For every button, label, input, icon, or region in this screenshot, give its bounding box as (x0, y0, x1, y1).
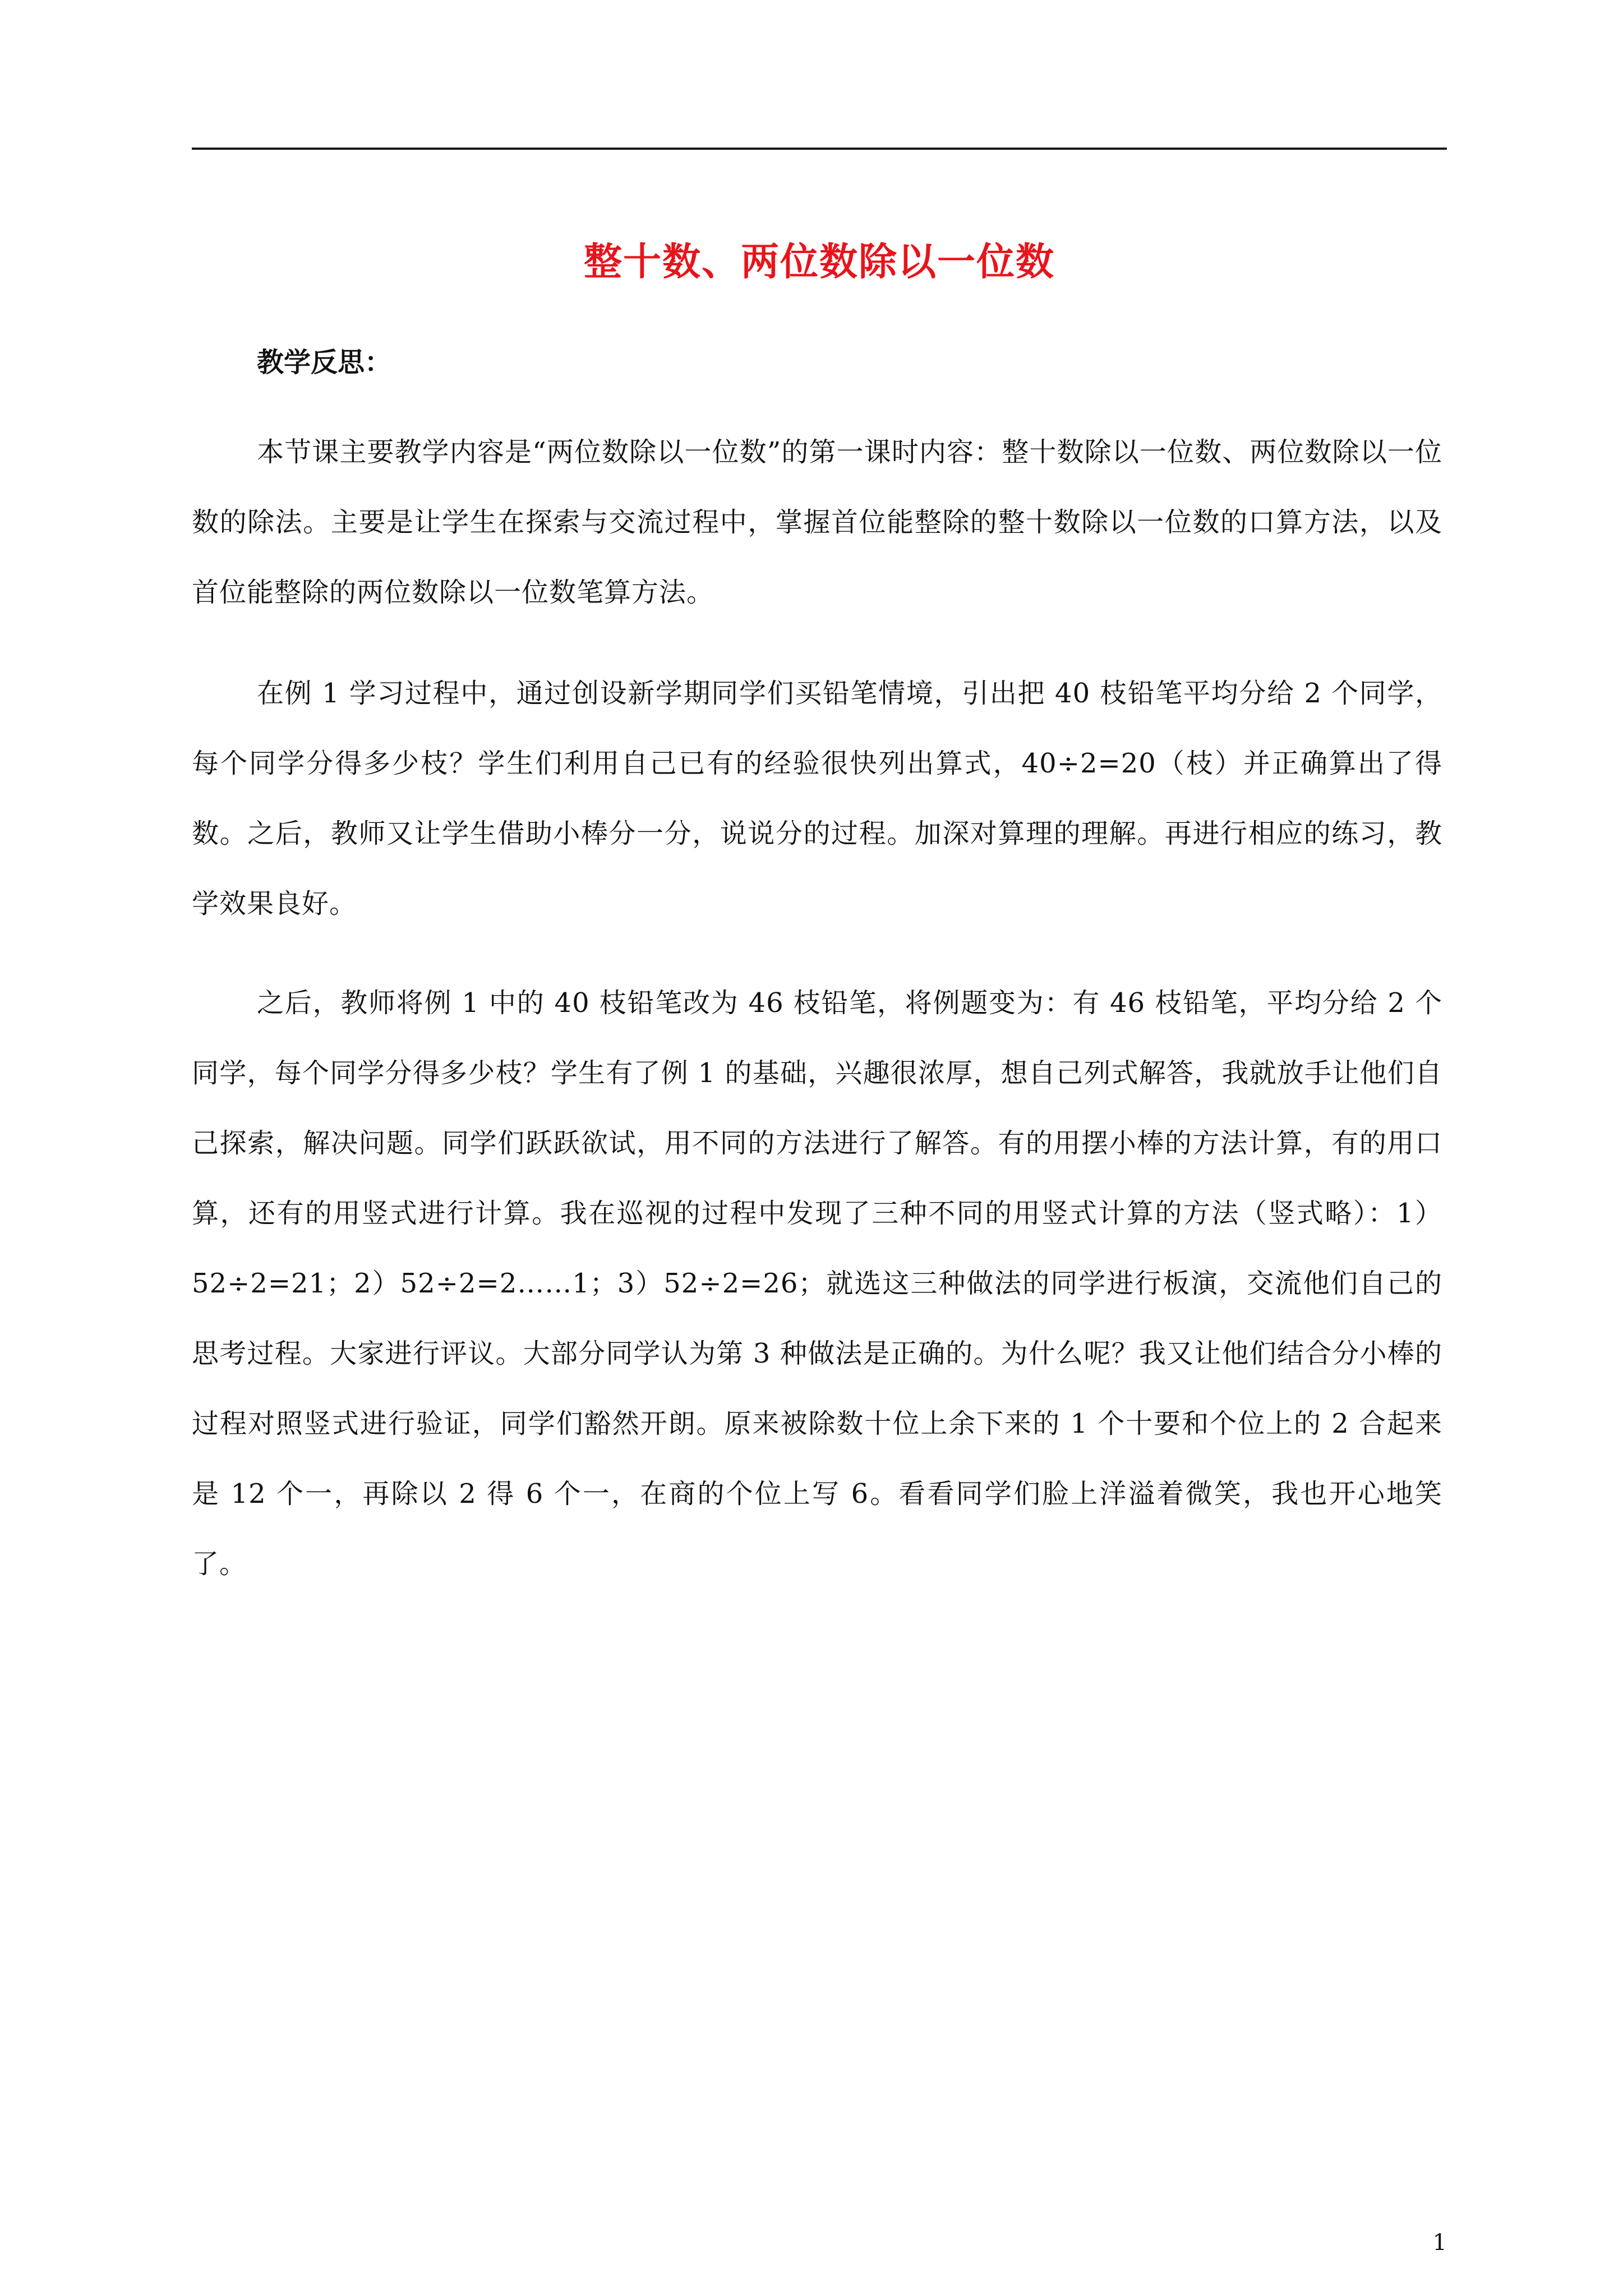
header-rule (192, 148, 1447, 150)
body-paragraph-2: 在例 1 学习过程中，通过创设新学期同学们买铅笔情境，引出把 40 枝铅笔平均分给 2 个同学，每个同学分得多少枝？学生们利用自己已有的经验很快列出算式，40÷2=20（枝）并正确算出了得数。之后，教师又让学生借助小棒分一分，说说分的过程。加深对算理的理解。再进行相应的练习，教学效果良好。 (192, 678, 1442, 919)
body-paragraph-1: 本节课主要教学内容是“两位数除以一位数”的第一课时内容：整十数除以一位数、两位数除以一位数的除法。主要是让学生在探索与交流过程中，掌握首位能整除的整十数除以一位数的口算方法，以及首位能整除的两位数除以一位数笔算方法。 (192, 436, 1442, 608)
page-number: 1 (1432, 2230, 1447, 2256)
section-heading: 教学反思： (257, 347, 392, 378)
document-title: 整十数、两位数除以一位数 (583, 240, 1055, 284)
body-paragraph-3: 之后，教师将例 1 中的 40 枝铅笔改为 46 枝铅笔，将例题变为：有 46 枝铅笔，平均分给 2 个同学，每个同学分得多少枝？学生有了例 1 的基础，兴趣很浓厚，想自己列式解答，我就放手让他们自己探索，解决问题。同学们跃跃欲试，用不同的方法进行了解答。有的用摆小棒的方法计算，有的用口算，还有的用竖式进行计算。我在巡视的过程中发现了三种不同的用竖式计算的方法（竖式略）：1）52÷2=21；2）52÷2=2……1；3）52÷2=26；就选这三种做法的同学进行板演，交流他们自己的思考过程。大家进行评议。大部分同学认为第 3 种做法是正确的。为什么呢？我又让他们结合分小棒的过程对照竖式进行验证，同学们豁然开朗。原来被除数十位上余下来的 1 个十要和个位上的 2 合起来是 12 个一，再除以 2 得 6 个一，在商的个位上写 6。看看同学们脸上洋溢着微笑，我也开心地笑了。 (192, 987, 1442, 1580)
